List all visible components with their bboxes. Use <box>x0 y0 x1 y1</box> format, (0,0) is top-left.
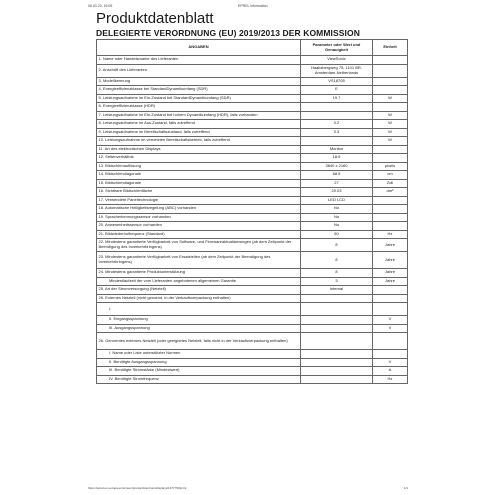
row-unit: W <box>373 137 408 146</box>
row-unit <box>373 56 408 65</box>
row-value: 68.5 <box>301 171 373 180</box>
column-header-unit: Einheit <box>373 40 408 56</box>
table-row <box>97 316 408 325</box>
table-row <box>97 145 408 154</box>
table-row <box>97 77 408 86</box>
row-value <box>301 303 373 316</box>
page-number: 1/1 <box>403 486 408 490</box>
table-row <box>97 324 408 333</box>
table-row <box>97 277 408 286</box>
footer-url: https://eprel.ec.europa.eu/screen/product/electronicdisplays/1477790/print <box>88 486 187 490</box>
row-unit <box>373 222 408 231</box>
row-value <box>301 367 373 376</box>
page-title: Produktdatenblatt <box>96 10 214 27</box>
row-value: No <box>301 205 373 214</box>
table-row <box>97 222 408 231</box>
row-value <box>301 103 373 112</box>
row-label: 5. Leistungsaufnahme im Ein-Zustand bei StandardDynamikumfang (SDR) <box>97 94 301 103</box>
table-row <box>97 179 408 188</box>
table-row <box>97 86 408 95</box>
table-row <box>97 162 408 171</box>
row-unit: V <box>373 316 408 325</box>
row-unit: pixels <box>373 162 408 171</box>
row-value <box>301 333 373 350</box>
row-value: 8 <box>301 269 373 278</box>
row-value: 8 <box>301 252 373 269</box>
table-row <box>97 111 408 120</box>
row-label: 23. Mindestens garantierte Verfügbarkeit von Ersatzteilen (ab dem Zeitpunkt der Beendigung des Inverkehrbringens) <box>97 252 301 269</box>
row-unit <box>373 145 408 154</box>
column-header-label: ANGABEN <box>97 40 301 56</box>
row-unit: cm <box>373 171 408 180</box>
row-value: LED LCD <box>301 196 373 205</box>
row-label: 3. Modellkennung <box>97 77 301 86</box>
row-value: 0.2 <box>301 120 373 129</box>
table-row <box>97 367 408 376</box>
row-value: Internal <box>301 286 373 295</box>
row-value: No <box>301 222 373 231</box>
row-unit: Jahre <box>373 239 408 252</box>
row-unit: Jahre <box>373 252 408 269</box>
row-unit: W <box>373 128 408 137</box>
row-label: 26. Genormtes externes Netzteil (oder geeignetes Netzteil, falls nicht in der Verkaufsverpackung enthalten) <box>97 333 301 350</box>
row-value <box>301 350 373 359</box>
row-unit <box>373 303 408 316</box>
row-value <box>301 324 373 333</box>
row-value: Monitor <box>301 145 373 154</box>
row-label: III. Ausgangsspannung <box>97 324 301 333</box>
row-value: 19.7 <box>301 94 373 103</box>
row-value <box>301 111 373 120</box>
row-unit <box>373 86 408 95</box>
row-label: 24. Mindestens garantierte Produktunterstützung <box>97 269 301 278</box>
row-label: 4. Energieeffizienzklasse bei StandardDynamikumfang (SDR) <box>97 86 301 95</box>
row-unit: Zoll <box>373 179 408 188</box>
row-label: III. Benötigte Stromstärke (Mindestwert) <box>97 367 301 376</box>
table-header-row <box>97 40 408 56</box>
table-row <box>97 94 408 103</box>
table-row <box>97 205 408 214</box>
row-unit <box>373 154 408 163</box>
row-value: 3 <box>301 277 373 286</box>
row-label: 13. Bildschirmauflösung <box>97 162 301 171</box>
row-label: 18. Automatische Helligkeitsregelung (ABC) vorhanden <box>97 205 301 214</box>
row-label: II. Eingangsspannung <box>97 316 301 325</box>
table-row <box>97 213 408 222</box>
table-row <box>97 358 408 367</box>
print-timestamp: 06.03.23, 15:05 <box>88 4 113 8</box>
row-value: 60 <box>301 230 373 239</box>
table-row <box>97 171 408 180</box>
row-value <box>301 137 373 146</box>
column-header-value: Parameter oder Wert und Genauigkeit <box>301 40 373 56</box>
row-unit: W <box>373 111 408 120</box>
row-unit: W <box>373 120 408 129</box>
row-value <box>301 375 373 384</box>
row-unit: W <box>373 94 408 103</box>
table-row <box>97 154 408 163</box>
table-row <box>97 269 408 278</box>
row-label: 20. Anwesenheitssensor vorhanden <box>97 222 301 231</box>
row-unit <box>373 77 408 86</box>
table-row <box>97 239 408 252</box>
row-unit <box>373 103 408 112</box>
row-label: 2. Anschrift des Lieferanten <box>97 64 301 77</box>
table-row <box>97 196 408 205</box>
row-unit: dm² <box>373 188 408 197</box>
row-unit <box>373 205 408 214</box>
row-label: 15. Bildschirmdiagonale <box>97 179 301 188</box>
table-row <box>97 286 408 295</box>
row-label: 6. Energieeffizienzklasse (HDR) <box>97 103 301 112</box>
row-unit <box>373 286 408 295</box>
row-unit: Jahre <box>373 269 408 278</box>
row-label: I. Name oder Liste unterstützter Normen <box>97 350 301 359</box>
row-value: 16:9 <box>301 154 373 163</box>
row-label: 19. Spracherkennungssensor vorhanden <box>97 213 301 222</box>
row-label: 12. Seitenverhältnis <box>97 154 301 163</box>
row-unit: Hz <box>373 375 408 384</box>
table-body <box>97 56 408 384</box>
table-row <box>97 64 408 77</box>
row-value: 0.3 <box>301 128 373 137</box>
row-value: Haaksbergweg 75, 1101 BR, Amsterdam-Netherlands <box>301 64 373 77</box>
row-unit: Hz <box>373 230 408 239</box>
row-value: VS18705 <box>301 77 373 86</box>
row-label: 8. Leistungsaufnahme im Aus-Zustand, falls zutreffend <box>97 120 301 129</box>
row-label: 21. Bildwiederholfrequenz (Standard) <box>97 230 301 239</box>
row-label: 10. Leistungsaufnahme im vernetzten Bereitschaftsbetrieb, falls zutreffend <box>97 137 301 146</box>
row-label: 22. Mindestens garantierte Verfügbarkeit von Software- und Firmwareaktualisierungen (ab dem Zeitpunkt der Beendigung des Inverkehrbringens) <box>97 239 301 252</box>
table-row <box>97 303 408 316</box>
row-value: No <box>301 213 373 222</box>
table-row <box>97 252 408 269</box>
row-unit <box>373 294 408 303</box>
table-row <box>97 120 408 129</box>
row-label: 16. Sichtbare Bildschirmfläche <box>97 188 301 197</box>
row-value <box>301 358 373 367</box>
row-value: 3840 x 2160 <box>301 162 373 171</box>
table-row <box>97 350 408 359</box>
row-label: 1. Name oder Handelsmarke des Lieferanten <box>97 56 301 65</box>
row-label: 17. Verwendete Paneltechnologie <box>97 196 301 205</box>
print-source: EPREL information <box>238 4 268 8</box>
table-row <box>97 188 408 197</box>
row-label: IV. Benötigte Stromfrequenz <box>97 375 301 384</box>
table-row <box>97 103 408 112</box>
row-label: II. Benötigte Ausgangsspannung <box>97 358 301 367</box>
row-value: E <box>301 86 373 95</box>
row-value: ViewSonic <box>301 56 373 65</box>
row-unit <box>373 213 408 222</box>
page-subtitle: DELEGIERTE VERORDNUNG (EU) 2019/2013 DER KOMMISSION <box>96 28 360 38</box>
row-label: 9. Leistungsaufnahme im Bereitschaftszustand, falls zutreffend <box>97 128 301 137</box>
row-unit <box>373 196 408 205</box>
row-unit <box>373 333 408 350</box>
table-row <box>97 333 408 350</box>
row-label: I. <box>97 303 301 316</box>
row-label: 7. Leistungsaufnahme im Ein-Zustand bei hohem Dynamikumfang (HDR), falls vorhanden <box>97 111 301 120</box>
product-data-table <box>96 39 408 384</box>
table-row <box>97 128 408 137</box>
row-value: 27 <box>301 179 373 188</box>
row-label: 14. Bildschirmdiagonale <box>97 171 301 180</box>
row-label: 26. Externes Netzteil (nicht genormt, in der Verkaufsverpackung enthalten) <box>97 294 301 303</box>
row-unit <box>373 64 408 77</box>
row-unit: Jahre <box>373 277 408 286</box>
row-label: 25. Art der Stromversorgung (Netzteil) <box>97 286 301 295</box>
row-value: 8 <box>301 239 373 252</box>
table-row <box>97 56 408 65</box>
row-value <box>301 316 373 325</box>
table-row <box>97 294 408 303</box>
row-unit: A <box>373 367 408 376</box>
row-unit: V <box>373 358 408 367</box>
row-unit <box>373 350 408 359</box>
table-row <box>97 230 408 239</box>
row-value: 20.03 <box>301 188 373 197</box>
row-label: Mindestlaufzeit der vom Lieferanten angebotenen allgemeinen Garantie <box>97 277 301 286</box>
table-row <box>97 137 408 146</box>
row-unit: V <box>373 324 408 333</box>
row-label: 11. Art des elektronischen Displays <box>97 145 301 154</box>
row-value <box>301 294 373 303</box>
table-row <box>97 375 408 384</box>
